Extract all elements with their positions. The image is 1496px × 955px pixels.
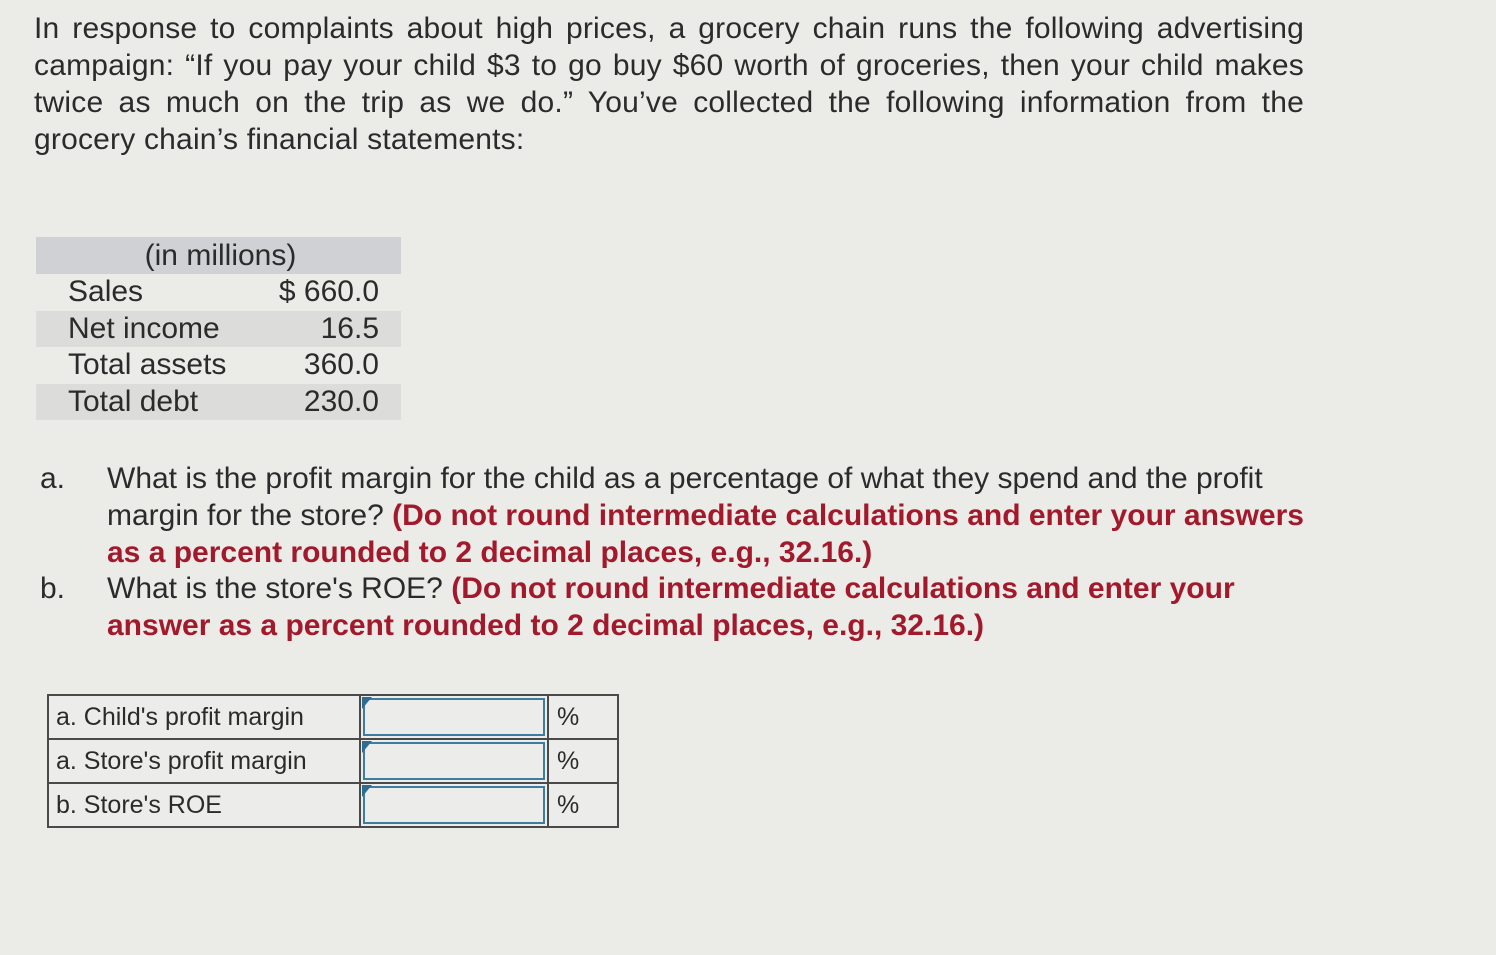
question-marker: b. [40, 572, 66, 605]
input-box[interactable] [363, 698, 545, 736]
financial-row-total-debt: Total debt 230.0 [36, 384, 401, 421]
stores-profit-margin-input[interactable] [360, 739, 548, 783]
problem-intro: In response to complaints about high prices, a grocery chain runs the following advertising campaign: “If you pay your child $3 to go buy $60 worth of groceries, then your child makes twice as much on the trip as we do.” You’ve collected the following information from the grocery chain’s financial statements: [34, 12, 1304, 156]
percent-unit: % [548, 739, 618, 783]
answer-table [47, 694, 619, 828]
financial-row-net-income: Net income 16.5 [36, 311, 401, 348]
answer-row [48, 695, 618, 739]
answer-label: a. Child's profit margin [48, 695, 360, 739]
answer-row [48, 739, 618, 783]
financial-row-sales: Sales $ 660.0 [68, 275, 379, 308]
percent-unit: % [548, 695, 618, 739]
input-corner-marker-icon [362, 785, 372, 797]
question-b [40, 570, 1310, 644]
question-instruction: (Do not round intermediate calculations and enter your answers as a percent rounded to 2 decimal places, e.g., 32.16.) [107, 499, 1304, 569]
stores-roe-input[interactable] [360, 783, 548, 827]
question-text: What is the profit margin for the child as a percentage of what they spend and the profit margin for the store? [107, 462, 1263, 532]
financial-table-header: (in millions) [36, 237, 401, 274]
childs-profit-margin-input[interactable] [360, 695, 548, 739]
financial-data-table [36, 237, 401, 420]
question-marker: a. [40, 462, 66, 495]
question-text: What is the store's ROE? [107, 572, 443, 605]
answer-label: a. Store's profit margin [48, 739, 360, 783]
question-a [40, 460, 1310, 571]
input-box[interactable] [363, 786, 545, 824]
financial-row-total-assets: Total assets 360.0 [68, 348, 379, 381]
answer-row [48, 783, 618, 827]
input-corner-marker-icon [362, 697, 372, 709]
question-instruction: (Do not round intermediate calculations and enter your answer as a percent rounded to 2 decimal places, e.g., 32.16.) [107, 572, 1235, 642]
input-box[interactable] [363, 742, 545, 780]
percent-unit: % [548, 783, 618, 827]
input-corner-marker-icon [362, 741, 372, 753]
answer-label: b. Store's ROE [48, 783, 360, 827]
